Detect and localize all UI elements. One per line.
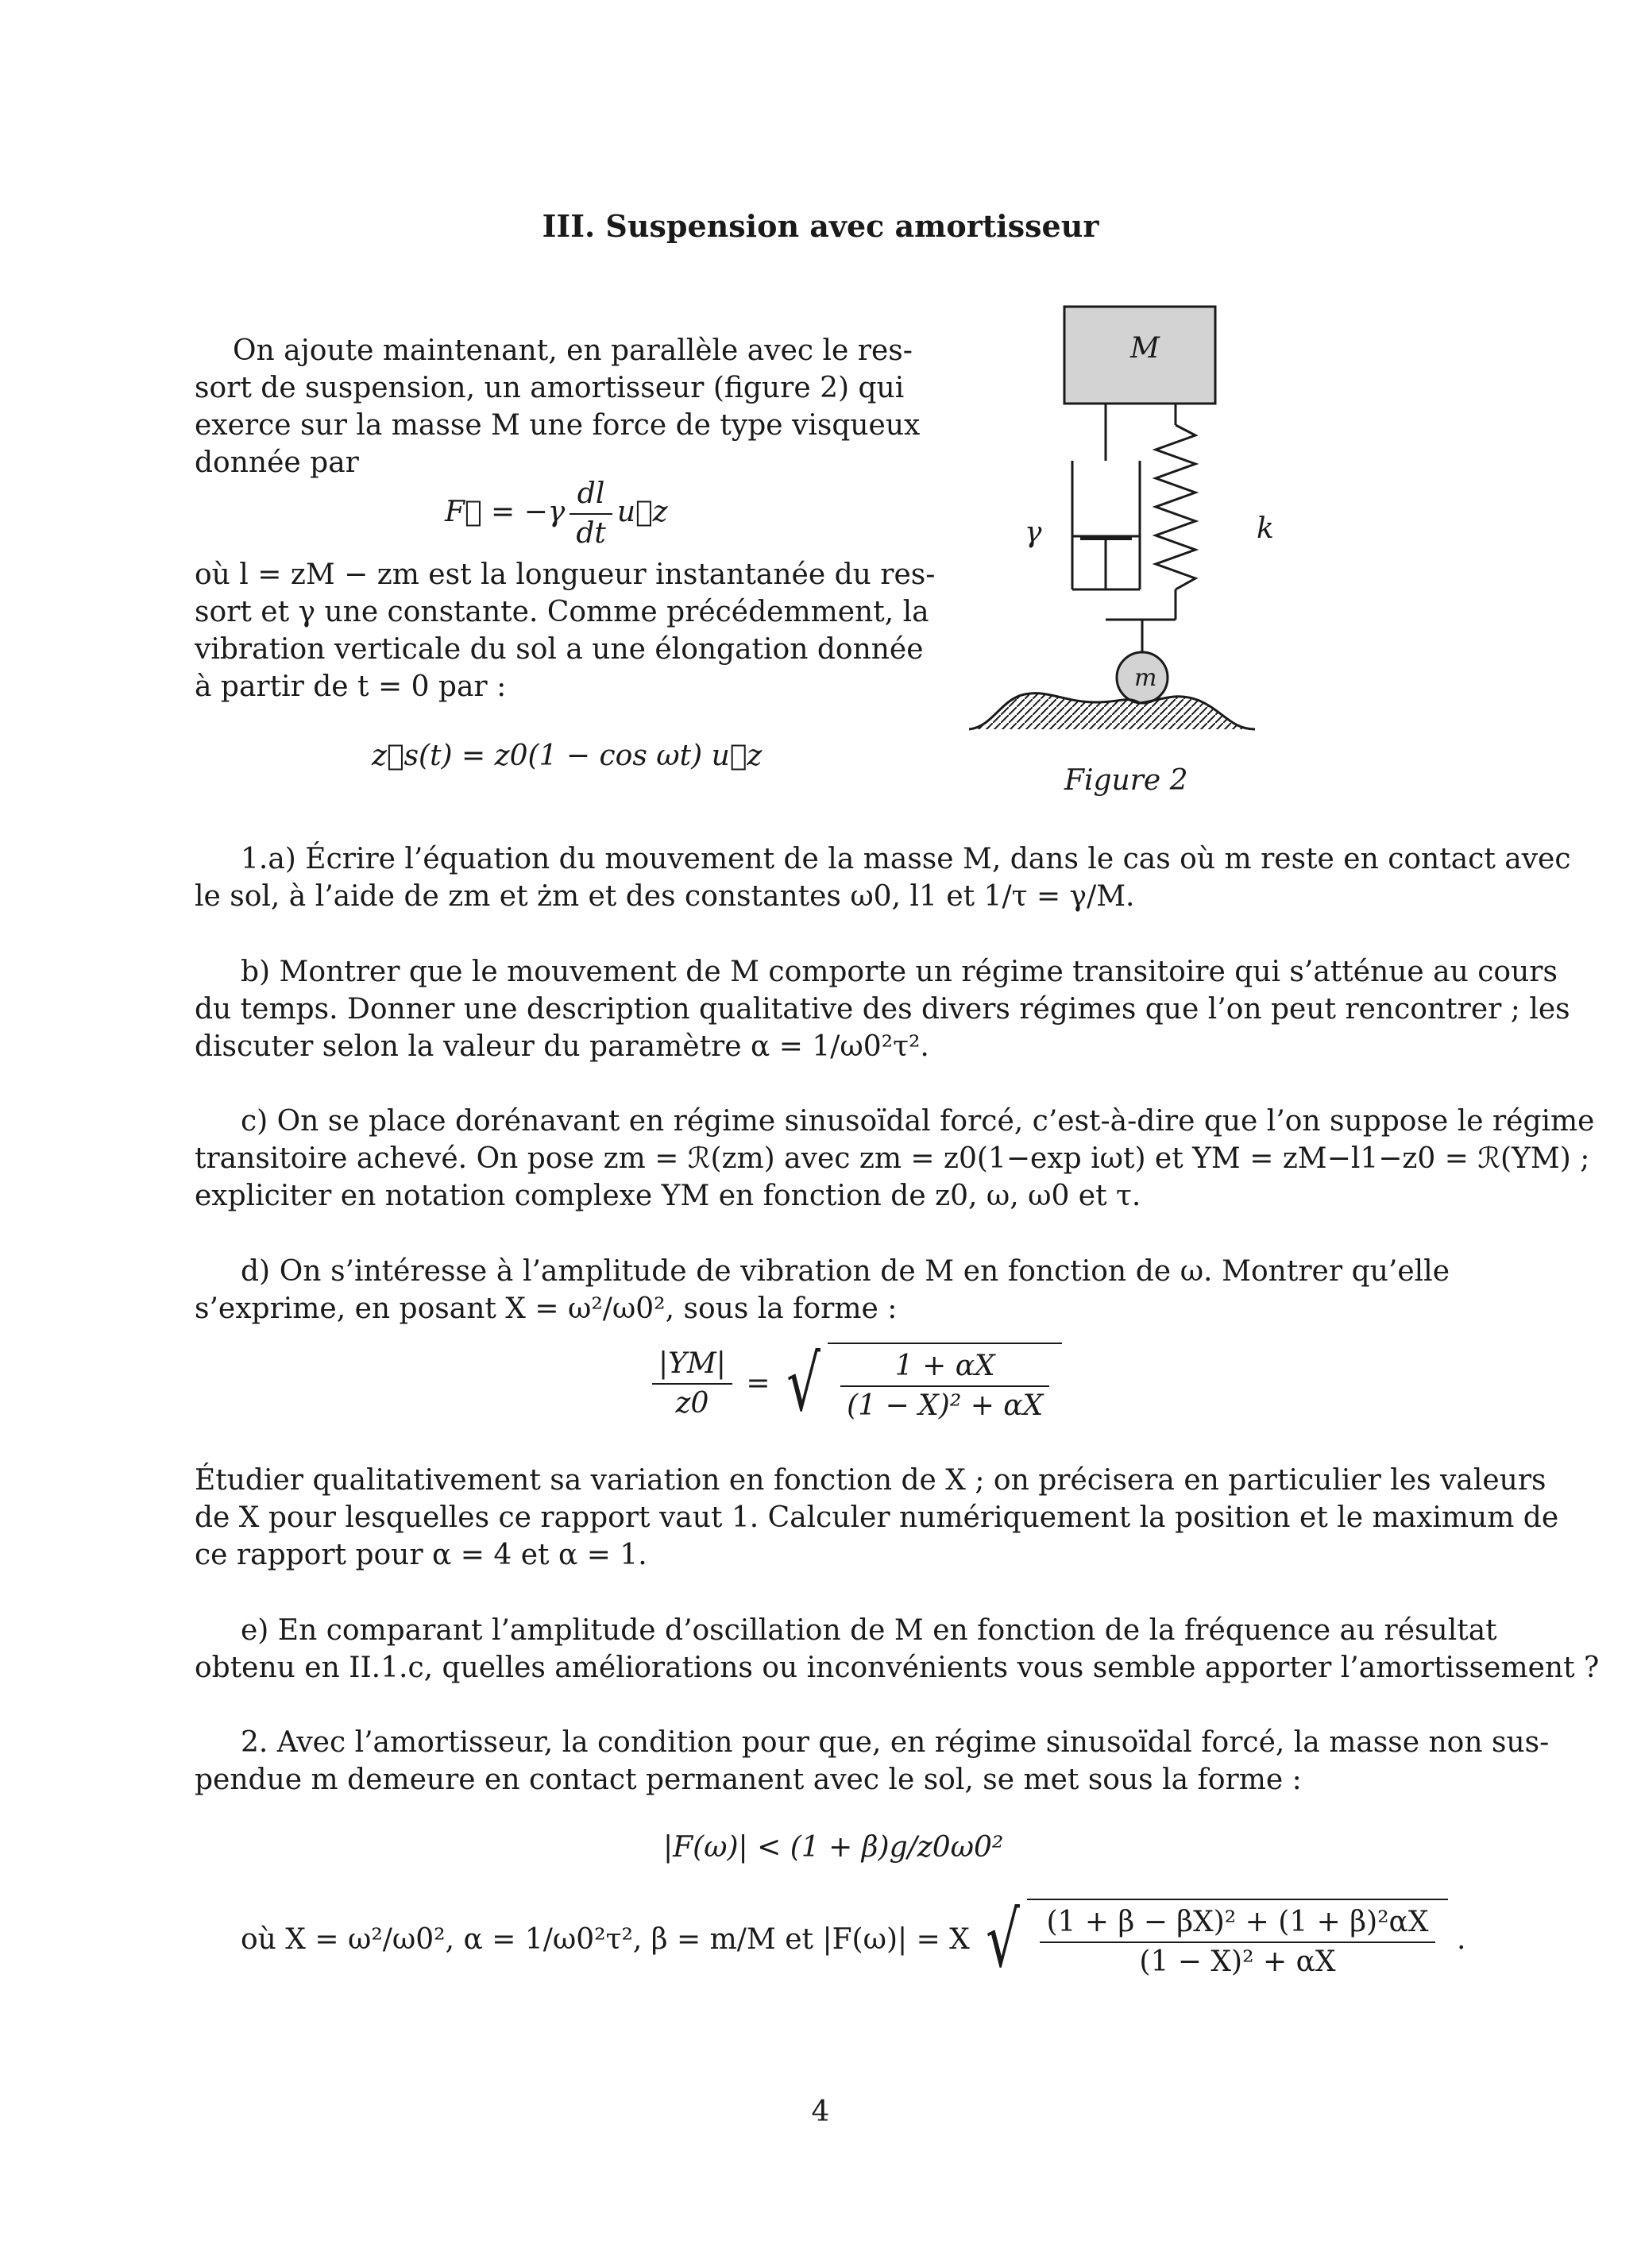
final-eq-den: (1 − X)² + αX [1139, 1945, 1336, 1978]
q1b-line-2: du temps. Donner une description qualitative des divers régimes que l’on peut rencontrer ; les [195, 993, 1570, 1026]
figure-caption: Figure 2 [1064, 764, 1188, 797]
final-eq-end: . [1456, 1923, 1466, 1956]
force-equation [445, 475, 668, 553]
intro-line-3: exerce sur la masse M une force de type visqueux [195, 409, 921, 442]
q1e-line-2: obtenu en II.1.c, quelles améliorations ou inconvénients vous semble apporter l’amortissement ? [195, 1652, 1600, 1684]
q1c-line-1: c) On se place dorénavant en régime sinusoïdal forcé, c’est-à-dire que l’on suppose le régime [241, 1105, 1595, 1138]
condition-equation: |F(ω)| < (1 + β)g/z0ω0² [663, 1831, 1004, 1864]
q1d-after-line-1: Étudier qualitativement sa variation en fonction de X ; on précisera en particulier les valeurs [195, 1464, 1546, 1497]
force-eq-num: dl [570, 475, 612, 515]
ratio-eq-rnum: 1 + αX [840, 1347, 1049, 1387]
q1d-line-2: s’exprime, en posant X = ω²/ω0², sous la forme : [195, 1292, 898, 1325]
q2-line-1: 2. Avec l’amortisseur, la condition pour que, en régime sinusoïdal forcé, la masse non sus- [241, 1726, 1550, 1759]
q2-line-2: pendue m demeure en contact permanent avec le sol, se met sous la forme : [195, 1764, 1302, 1796]
section-title: III. Suspension avec amortisseur [542, 208, 1099, 244]
figure-2-diagram [969, 294, 1271, 747]
q1e-line-1: e) En comparant l’amplitude d’oscillation de M en fonction de la fréquence au résultat [241, 1614, 1497, 1647]
final-eq-num: (1 + β − βX)² + (1 + β)²αX [1040, 1903, 1434, 1943]
label-gamma: γ [1025, 516, 1042, 549]
q1d-after-line-2: de X pour lesquelles ce rapport vaut 1. Calculer numériquement la position et le maximum de [195, 1501, 1559, 1534]
final-equation: où X = ω²/ω0², α = 1/ω0²τ², β = m/M et |F(ω)| = X √ $\frac{\text{(1 + β − βX)² + (1 + β)²αX}}{\text{(1 − X)² + αX}}$ . [241, 1895, 1466, 1984]
q1b-line-3: discuter selon la valeur du paramètre α = 1/ω0²τ². [195, 1030, 929, 1063]
intro2-line-3: vibration verticale du sol a une élongation donnée [195, 633, 924, 666]
q1d-after-line-3: ce rapport pour α = 4 et α = 1. [195, 1539, 647, 1571]
intro2-line-1: où l = zM − zm est la longueur instantanée du res- [195, 558, 936, 591]
ratio-eq-lnum: |YM| [652, 1345, 732, 1385]
ratio-eq-lden: z0 [675, 1387, 709, 1420]
force-eq-rhs: u⃗z [616, 496, 668, 528]
force-eq-lhs: F⃗ = −γ [445, 496, 566, 528]
q1d-line-1: d) On s’intéresse à l’amplitude de vibration de M en fonction de ω. Montrer qu’elle [241, 1255, 1450, 1288]
q1b-line-1: b) Montrer que le mouvement de M comporte un régime transitoire qui s’atténue au cours [241, 956, 1558, 988]
intro-line-1: On ajoute maintenant, en parallèle avec le res- [233, 334, 913, 367]
force-eq-den: dt [576, 517, 606, 550]
q1a-line-1: 1.a) Écrire l’équation du mouvement de la masse M, dans le cas où m reste en contact avec [241, 843, 1571, 875]
label-mass-M: M [1130, 332, 1160, 365]
intro-line-2: sort de suspension, un amortisseur (figure 2) qui [195, 372, 905, 404]
q1c-line-3: expliciter en notation complexe YM en fonction de z0, ω, ω0 et τ. [195, 1180, 1141, 1212]
label-k: k [1257, 512, 1274, 545]
page-number: 4 [811, 2096, 830, 2128]
intro2-line-4: à partir de t = 0 par : [195, 670, 507, 703]
intro2-line-2: sort et γ une constante. Comme précédemment, la [195, 596, 929, 628]
ratio-eq-rden: (1 − X)² + αX [847, 1389, 1044, 1422]
final-eq-lhs: où X = ω²/ω0², α = 1/ω0²τ², β = m/M et |F(ω)| = X [241, 1923, 970, 1956]
label-mass-m: m [1134, 664, 1157, 692]
q1a-line-2: le sol, à l’aide de zm et żm et des constantes ω0, l1 et 1/τ = γ/M. [195, 880, 1135, 913]
intro-line-4: donnée par [195, 446, 359, 479]
ratio-equation: $\frac{|YM|}{z0}$ = √ $\frac{1 + \alpha X}{\text{(1 − X)² + αX}}$ [647, 1343, 1062, 1425]
ground-equation: z⃗s(t) = z0(1 − cos ωt) u⃗z [372, 740, 763, 772]
spring-k [1156, 425, 1195, 589]
q1c-line-2: transitoire achevé. On pose zm = ℛ(zm) avec zm = z0(1−exp iωt) et YM = zM−l1−z0 = ℛ(YM) ; [195, 1142, 1590, 1175]
